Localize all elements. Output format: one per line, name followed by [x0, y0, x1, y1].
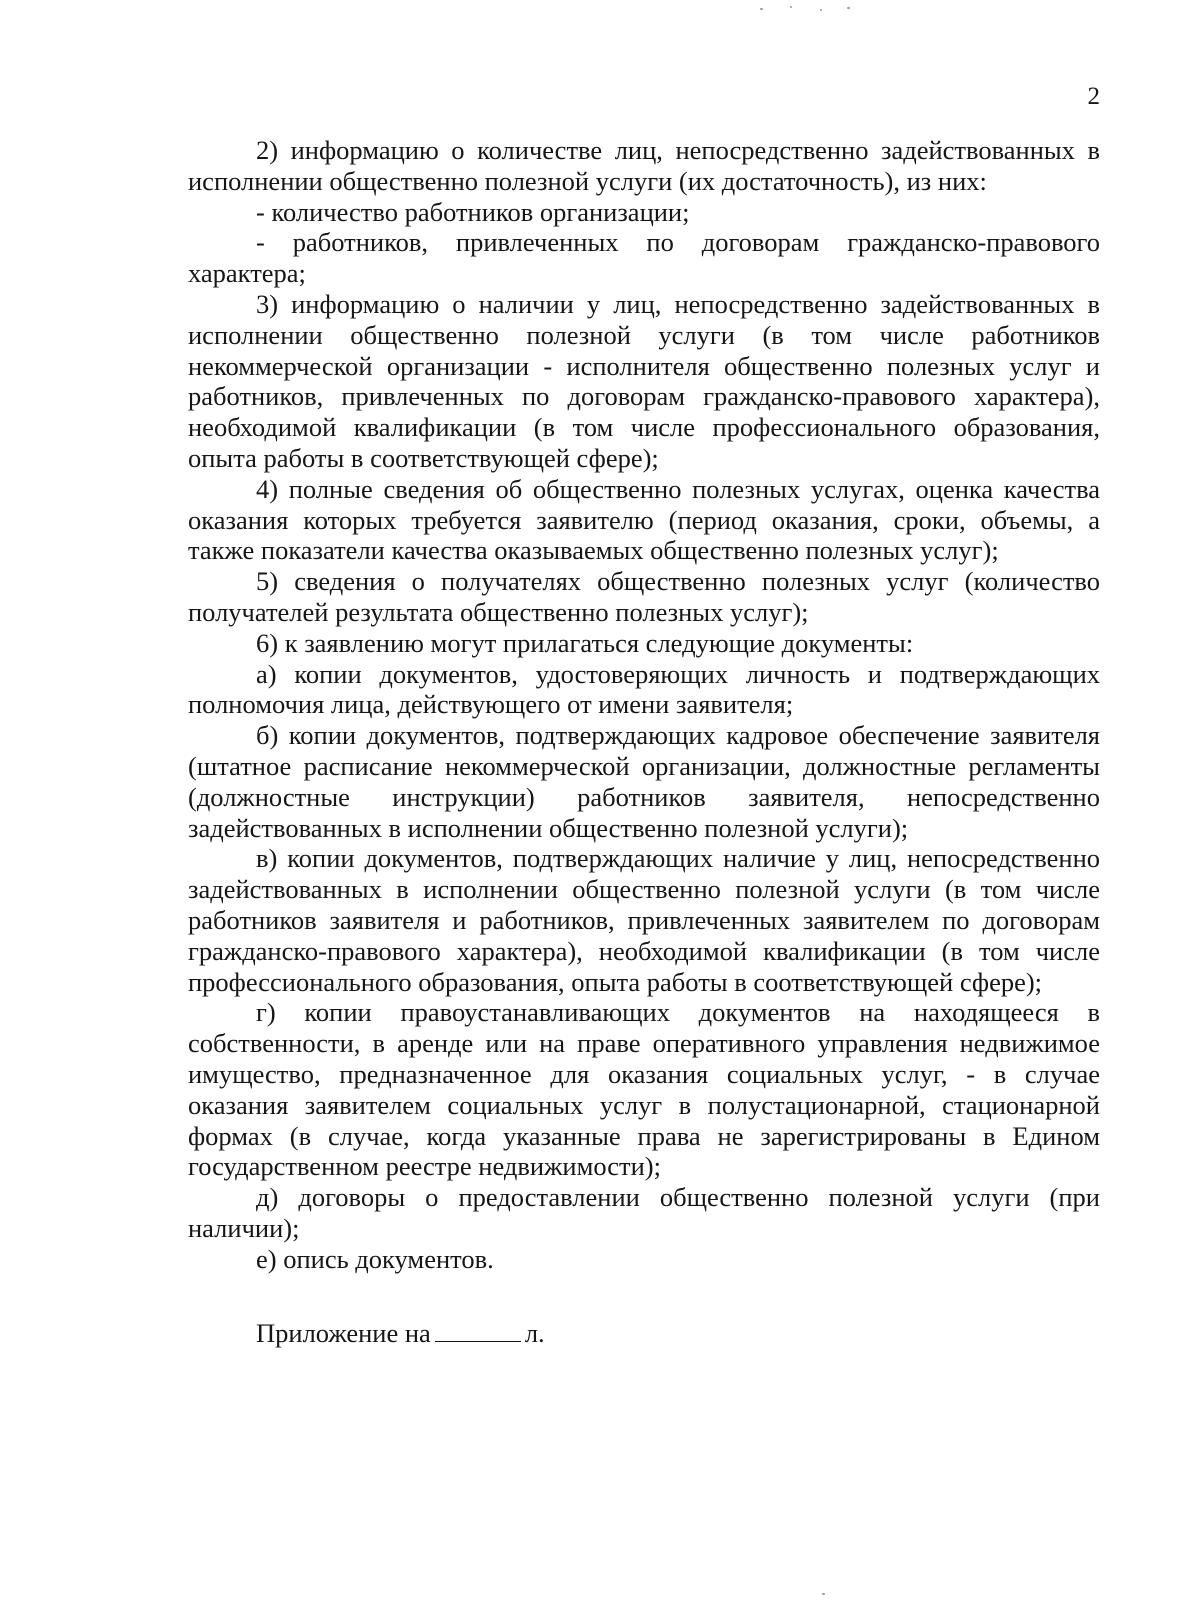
paragraph-contract-workers: - работников, привлеченных по договорам гражданско-правового характера;: [188, 227, 1100, 289]
paragraph-subitem-d: д) договоры о предоставлении общественно полезной услуги (при наличии);: [188, 1182, 1100, 1243]
attachment-line: [188, 1318, 1100, 1349]
attachment-suffix: л.: [524, 1318, 545, 1349]
paragraph-subitem-g: г) копии правоустанавливающих документов на находящееся в собственности, в аренде или на праве оперативного управления недвижимое имущество, предназначенное для оказания социальных услуг, - в случае оказания заявителем социальных услуг в полустационарной, стационарной формах (в случае, когда указанные права не зарегистрированы в Едином государственном реестре недвижимости);: [188, 997, 1100, 1182]
paragraph-item-6: 6) к заявлению могут прилагаться следующие документы:: [256, 627, 914, 658]
scan-speck: [820, 9, 822, 11]
paragraph-subitem-v: в) копии документов, подтверждающих наличие у лиц, непосредственно задействованных в исполнении общественно полезной услуги (в том числе работников заявителя и работников, привлеченных заявителем по договорам гражданско-правового характера), необходимой квалификации (в том числе профессионального образования, опыта работы в соответствующей сфере);: [188, 843, 1100, 997]
scan-speck: [847, 7, 850, 9]
paragraph-item-2: 2) информацию о количестве лиц, непосредственно задействованных в исполнении общественно полезной услуги (их достаточность), из них:: [188, 135, 1100, 196]
document-body: [188, 135, 1100, 1349]
paragraph-item-3: 3) информацию о наличии у лиц, непосредственно задействованных в исполнении общественно полезной услуги (в том числе работников некоммерческой организации - исполнителя общественно полезных услуг и работников, привлеченных по договорам гражданско-правового характера), необходимой квалификации (в том числе профессионального образования, опыта работы в соответствующей сфере);: [188, 288, 1100, 473]
attachment-blank-field: [435, 1319, 521, 1342]
page-number: 2: [1087, 83, 1100, 110]
scan-speck: [790, 6, 792, 8]
paragraph-employees-count: - количество работников организации;: [256, 196, 690, 227]
paragraph-subitem-e: е) опись документов.: [256, 1243, 494, 1274]
paragraph-subitem-b: б) копии документов, подтверждающих кадровое обеспечение заявителя (штатное расписание некоммерческой организации, должностные регламенты (должностные инструкции) работников заявителя, непосредственно задействованных в исполнении общественно полезной услуги);: [188, 720, 1100, 843]
scan-speck: [760, 8, 763, 10]
scan-speck: [822, 1593, 825, 1595]
paragraph-item-5: 5) сведения о получателях общественно полезных услуг (количество получателей результата общественно полезных услуг);: [188, 566, 1100, 627]
spacer: [188, 1274, 1100, 1318]
attachment-prefix: Приложение на: [256, 1318, 431, 1349]
paragraph-item-4: 4) полные сведения об общественно полезных услугах, оценка качества оказания которых требуется заявителю (период оказания, сроки, объемы, а также показатели качества оказываемых общественно полезных услуг);: [188, 473, 1100, 566]
paragraph-subitem-a: а) копии документов, удостоверяющих личность и подтверждающих полномочия лица, действующего от имени заявителя;: [188, 658, 1100, 720]
